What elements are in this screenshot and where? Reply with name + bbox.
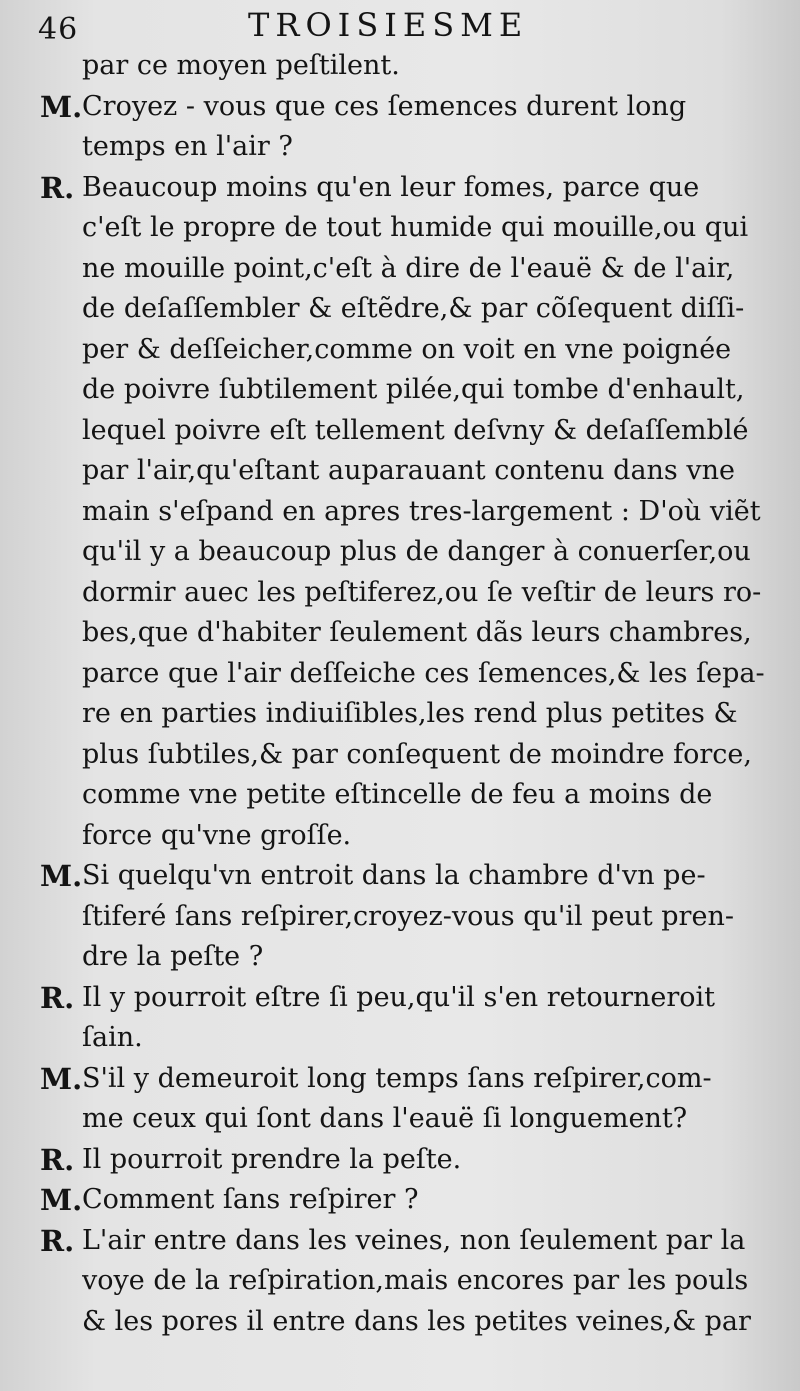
text-line: parce que l'air deſſeiche ces ſemences,& les ſepa- — [82, 657, 765, 689]
text-line: dre la peſte ? — [82, 941, 264, 972]
dialogue-entry — [0, 168, 800, 857]
text-line: Beaucoup moins qu'en leur fomes, parce que — [82, 171, 700, 203]
text-line: lequel poivre eſt tellement deſvny & deſaſſemblé — [82, 414, 749, 446]
text-line: temps en l'air ? — [82, 131, 293, 162]
dialogue-entry — [0, 978, 800, 1059]
text-line: Il y pourroit eſtre ſi peu,qu'il s'en retourneroit — [82, 981, 715, 1013]
text-line: main s'eſpand en apres tres-largement : D'où viẽt — [82, 495, 761, 527]
text-line: bes,que d'habiter ſeulement dãs leurs chambres, — [82, 617, 752, 648]
dialogue-entry — [0, 1221, 800, 1343]
text-line: ne mouille point,c'eſt à dire de l'eauë & de l'air, — [82, 252, 735, 284]
text-line: ſtiferé ſans reſpirer,croyez-vous qu'il peut pren- — [82, 900, 734, 932]
running-title: TROISIESME — [248, 6, 529, 44]
text-line: & les pores il entre dans les petites veines,& par — [82, 1305, 751, 1337]
dialogue-text — [0, 46, 800, 1342]
text-line: qu'il y a beaucoup plus de danger à conuerſer,ou — [82, 536, 751, 567]
text-line: Il pourroit prendre la peſte. — [82, 1143, 462, 1175]
text-line: par ce moyen peſtilent. — [82, 50, 400, 81]
page-number: 46 — [38, 12, 79, 47]
text-line: L'air entre dans les veines, non ſeulement par la — [82, 1224, 746, 1256]
dialogue-entry — [0, 87, 800, 168]
dialogue-entry — [0, 1140, 800, 1181]
text-line: ſain. — [82, 1022, 143, 1053]
speaker-label: R. — [40, 1142, 75, 1177]
text-line: dormir auec les peſtiferez,ou ſe veſtir de leurs ro- — [82, 576, 762, 608]
text-line: S'il y demeuroit long temps ſans reſpirer,com- — [82, 1062, 712, 1094]
text-line: de deſaſſembler & eſtẽdre,& par cõſequent diſſi- — [82, 293, 745, 324]
text-line: Si quelqu'vn entroit dans la chambre d'vn pe- — [82, 860, 706, 891]
text-line: Croyez - vous que ces ſemences durent long — [82, 90, 687, 122]
text-line: c'eſt le propre de tout humide qui mouille,ou qui — [82, 212, 749, 243]
speaker-label: M. — [40, 1183, 83, 1217]
speaker-label: M. — [40, 89, 83, 124]
speaker-label: M. — [40, 1061, 83, 1096]
text-line: de poivre ſubtilement pilée,qui tombe d'enhault, — [82, 374, 745, 405]
text-line: per & deſſeicher,comme on voit en vne poignée — [82, 333, 732, 365]
dialogue-entry — [0, 46, 800, 87]
text-line: Comment ſans reſpirer ? — [82, 1184, 419, 1215]
text-line: force qu'vne groſſe. — [82, 819, 352, 851]
text-line: comme vne petite eſtincelle de feu a moins de — [82, 779, 713, 810]
dialogue-entry — [0, 1180, 800, 1221]
page-header — [0, 4, 800, 47]
speaker-label: R. — [40, 1223, 75, 1258]
speaker-label: R. — [40, 980, 75, 1015]
dialogue-entry — [0, 856, 800, 978]
dialogue-entry — [0, 1059, 800, 1140]
text-line: voye de la reſpiration,mais encores par les pouls — [82, 1265, 749, 1296]
text-line: re en parties indiuiſibles,les rend plus petites & — [82, 698, 738, 729]
speaker-label: R. — [40, 170, 75, 205]
text-line: par l'air,qu'eſtant auparauant contenu dans vne — [82, 455, 735, 486]
text-line: plus ſubtiles,& par conſequent de moindre force, — [82, 738, 752, 770]
speaker-label: M. — [40, 859, 83, 893]
text-line: me ceux qui ſont dans l'eauë ſi longuement? — [82, 1103, 688, 1134]
